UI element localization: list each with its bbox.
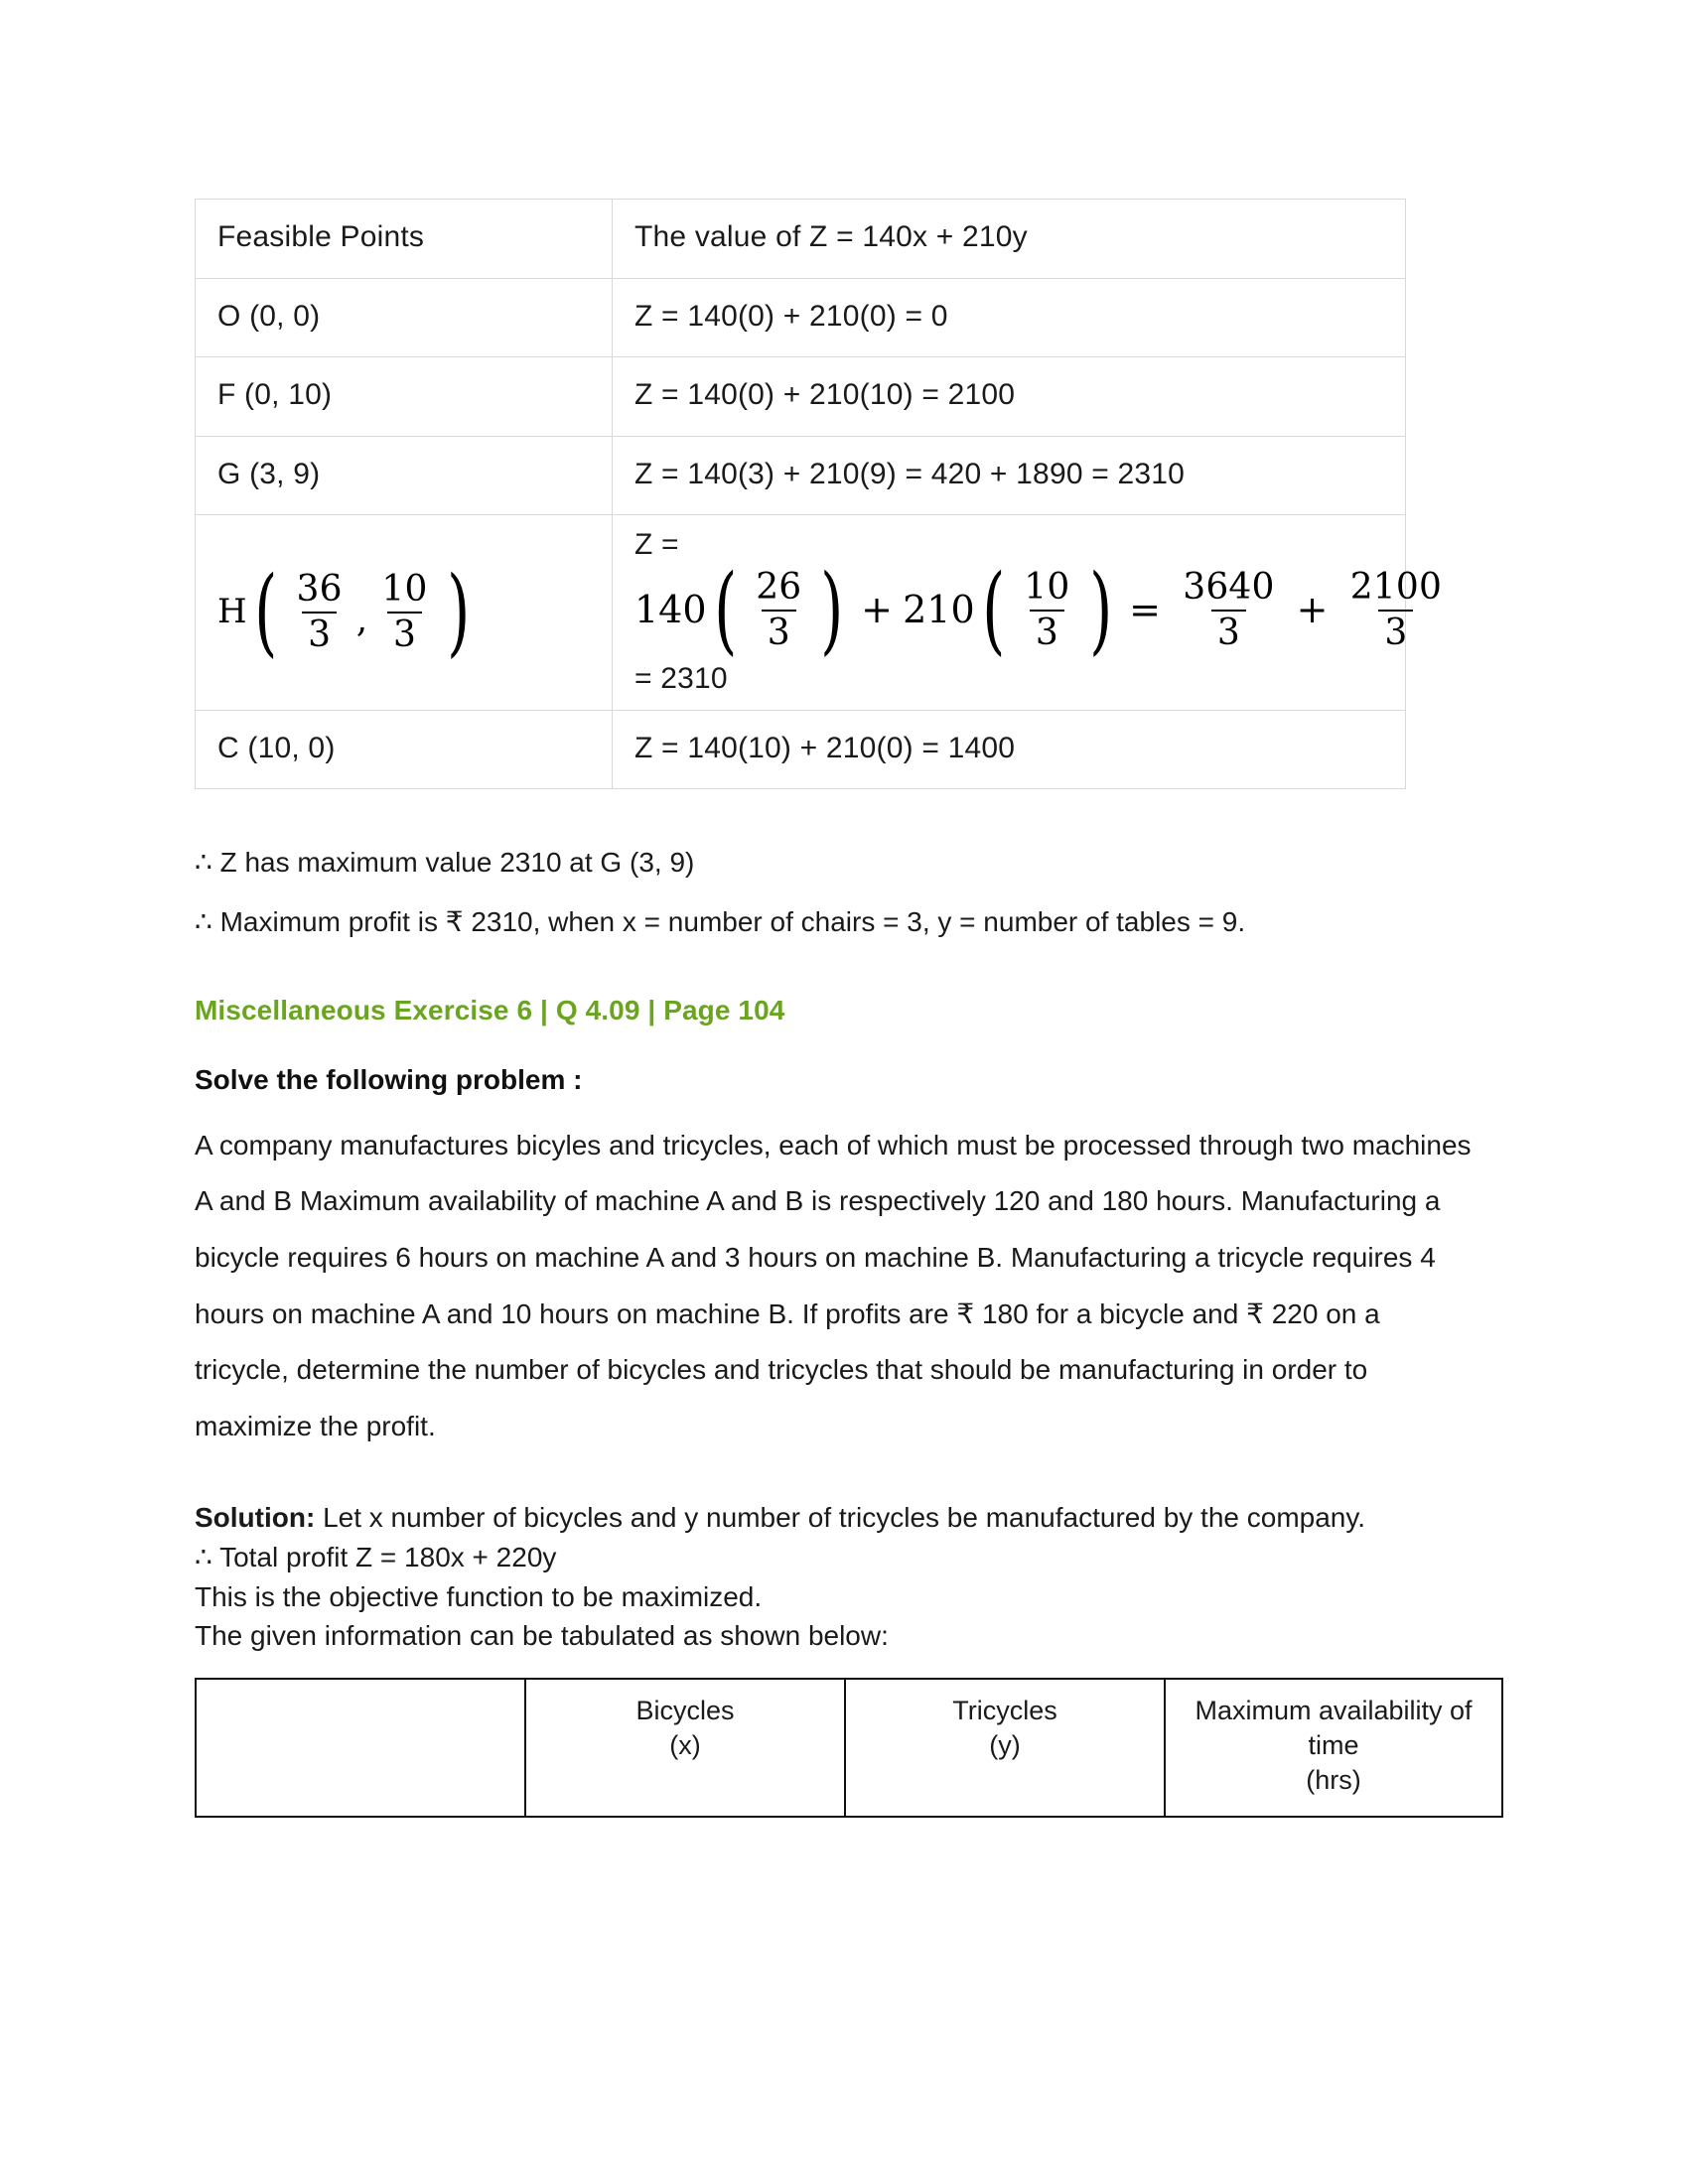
- solution-line-4: The given information can be tabulated as shown below:: [195, 1620, 889, 1652]
- header-bicycles-sub: (x): [669, 1730, 701, 1761]
- exercise-heading: Miscellaneous Exercise 6 | Q 4.09 | Page 104: [195, 994, 785, 1025]
- solution-line-2: ∴ Total profit Z = 180x + 220y: [195, 1541, 557, 1572]
- conclusion-line-2: ∴ Maximum profit is ₹ 2310, when x = number of chairs = 3, y = number of tables = 9.: [195, 905, 1246, 937]
- header-z-value: The value of Z = 140x + 210y: [613, 200, 1406, 279]
- feasible-points-table: [195, 199, 1443, 789]
- solution-block: [195, 1498, 1476, 1656]
- value-h-result: = 2310: [634, 662, 728, 696]
- header-bicycles: [525, 1679, 845, 1817]
- table-header-row: [196, 1679, 1502, 1817]
- point-g: G (3, 9): [196, 436, 613, 515]
- right-paren-icon: ): [820, 554, 844, 666]
- value-g: Z = 140(3) + 210(9) = 420 + 1890 = 2310: [613, 436, 1406, 515]
- table-row-h: [196, 515, 1406, 711]
- value-o: Z = 140(0) + 210(0) = 0: [613, 278, 1406, 357]
- header-bicycles-main: Bicycles: [635, 1696, 735, 1726]
- right-paren-icon: ): [446, 556, 471, 668]
- fraction-2100-3: $\frac{2100}{3}$: [1349, 566, 1443, 653]
- table-row: [196, 436, 1406, 515]
- value-f: Z = 140(0) + 210(10) = 2100: [613, 357, 1406, 437]
- equals-operator: =: [1129, 588, 1162, 632]
- header-max-availability-sub: (hrs): [1306, 1765, 1361, 1796]
- document-content: [195, 199, 1476, 1818]
- fraction-26-3: $\frac{26}{3}$: [756, 566, 802, 653]
- point-h-expression: [217, 556, 477, 668]
- point-o: O (0, 0): [196, 278, 613, 357]
- conclusion-line-1: ∴ Z has maximum value 2310 at G (3, 9): [195, 847, 695, 879]
- left-paren-icon: (: [713, 554, 738, 666]
- point-c: C (10, 0): [196, 710, 613, 789]
- point-f: F (0, 10): [196, 357, 613, 437]
- table-row: [196, 357, 1406, 437]
- value-c: Z = 140(10) + 210(0) = 1400: [613, 710, 1406, 789]
- header-tricycles: [845, 1679, 1165, 1817]
- right-paren-icon: ): [1088, 554, 1113, 666]
- table-row: [196, 710, 1406, 789]
- value-h-expression: 140 ( $\frac{26}{3}$ ) + 210 ( $\frac{10}{3}$ ) = $\frac{3640}{3}$ + $\frac{2100}{3}$: [634, 568, 1454, 654]
- plus-operator: +: [861, 588, 894, 632]
- fraction-3640-3: $\frac{3640}{3}$: [1183, 566, 1275, 653]
- header-tricycles-main: Tricycles: [952, 1696, 1057, 1726]
- plus-operator-2: +: [1296, 588, 1329, 632]
- left-paren-icon: (: [981, 554, 1006, 666]
- machine-hours-table: [195, 1678, 1503, 1818]
- table-header-row: [196, 200, 1406, 279]
- question-body: A company manufactures bicyles and tricycles, each of which must be processed through two machines A and B Maximum availability of machine A and B is respectively 120 and 180 hours. Manufacturing a bicycle requires 6 hours on machine A and 3 hours on machine B. Manufacturing a tricycle requires 4 hours on machine A and 10 hours on machine B. If profits are ₹ 180 for a bicycle and ₹ 220 on a tricycle, determine the number of bicycles and tricycles that should be manufacturing in order to maximize the profit.: [195, 1129, 1472, 1441]
- solution-line-1: Let x number of bicycles and y number of tricycles be manufactured by the company.: [315, 1502, 1366, 1534]
- table-row: [196, 278, 1406, 357]
- header-max-availability-main: Maximum availability of time: [1195, 1696, 1473, 1761]
- left-paren-icon: (: [254, 556, 278, 668]
- comma-separator: ,: [355, 599, 368, 640]
- fraction-10-3: $\frac{10}{3}$: [381, 568, 428, 655]
- solution-label: Solution:: [195, 1502, 316, 1534]
- value-h: [613, 515, 1443, 711]
- header-feasible-points: Feasible Points: [196, 200, 613, 279]
- question-prompt: Solve the following problem :: [195, 1063, 583, 1095]
- fraction-10-3-b: $\frac{10}{3}$: [1024, 566, 1070, 653]
- header-blank: [196, 1679, 525, 1817]
- value-h-prefix: Z =: [634, 528, 679, 561]
- point-h: [196, 515, 613, 711]
- header-max-availability: [1165, 1679, 1502, 1817]
- fraction-36-3: $\frac{36}{3}$: [296, 568, 343, 655]
- solution-line-3: This is the objective function to be maximized.: [195, 1580, 763, 1612]
- point-h-label: H: [217, 591, 247, 631]
- header-tricycles-sub: (y): [989, 1730, 1021, 1761]
